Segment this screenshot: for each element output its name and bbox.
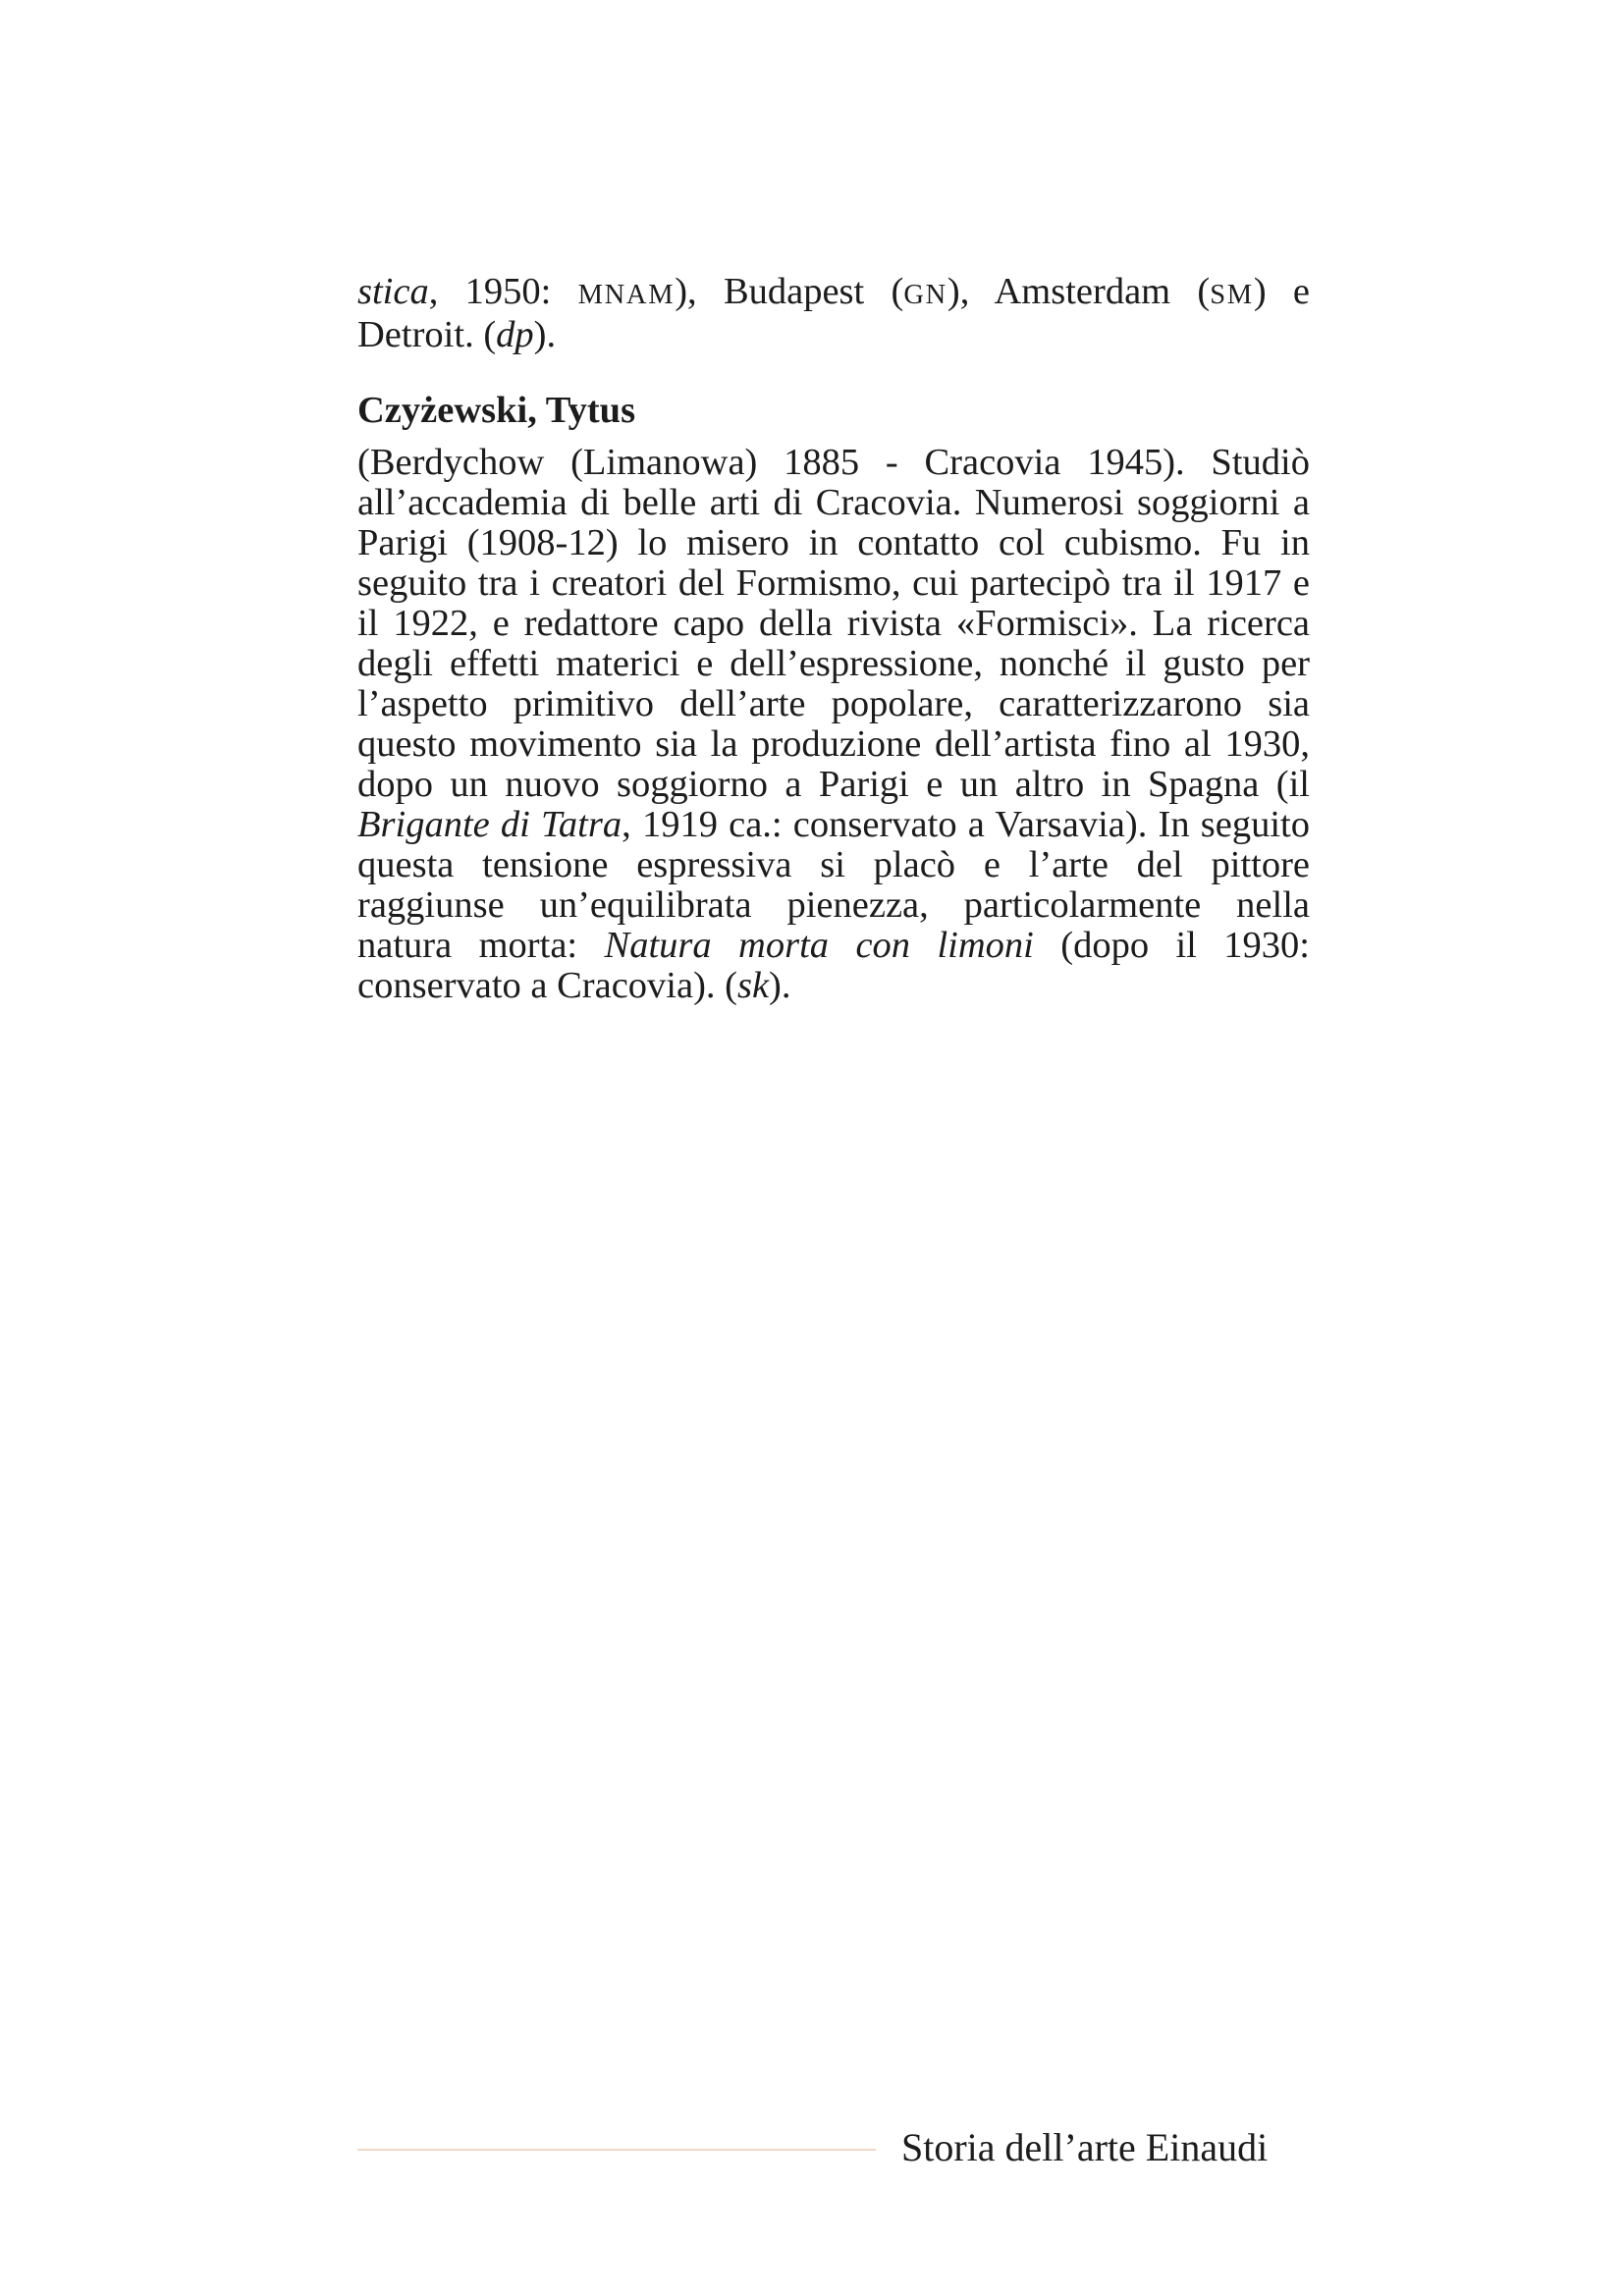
footer-title: Storia dell’arte Einaudi [901,2125,1269,2169]
body-text: , 1919 ca.: conservato a Varsavia). In seguito questa tensione espressiva si placò e l’arte del pittore raggiunse un’equilibrata pienezza, particolarmente nella natura morta: [357,804,1310,966]
continuation-paragraph: stica, 1950: MNAM), Budapest (GN), Amsterdam (SM) e Detroit. (dp). [357,271,1310,355]
museum-abbrev: MNAM [577,280,676,310]
city: Detroit [357,314,465,355]
author-initials: dp [496,314,534,355]
work-title: Brigante di Tatra [357,804,622,845]
body-text: (dopo il 1930: conservato a Cracovia). ( [357,925,1310,1006]
body-text: ). [769,965,791,1006]
museum-abbrev: SM [1210,280,1254,310]
footer-rule [357,2149,876,2151]
entry-body [357,443,1310,1006]
work-title: Natura morta con limoni [604,925,1034,966]
body-text: (Berdychow (Limanowa) 1885 - Cracovia 1945). Studiò all’accademia di belle arti di Cracovia. Numerosi soggiorni a Parigi (1908-12) lo misero in contatto col cubismo. Fu in seguito tra i creatori del Formismo, cui partecipò tra il 1917 e il 1922, e redattore capo della rivista «Formisci». La ricerca degli effetti materici e dell’espressione, nonché il gusto per l’aspetto primitivo dell’arte popolare, caratterizzarono sia questo movimento sia la produzione dell’artista fino al 1930, dopo un nuovo soggiorno a Parigi e un altro in Spagna (il [357,442,1310,805]
year: 1950 [464,271,541,312]
entry-title: Czyżewski, Tytus [357,390,636,431]
author-initials: sk [736,965,770,1006]
work-title-tail: stica [357,271,429,312]
museum-abbrev: GN [903,280,947,310]
city: Amsterdam [994,271,1171,312]
city: Budapest [723,271,865,312]
